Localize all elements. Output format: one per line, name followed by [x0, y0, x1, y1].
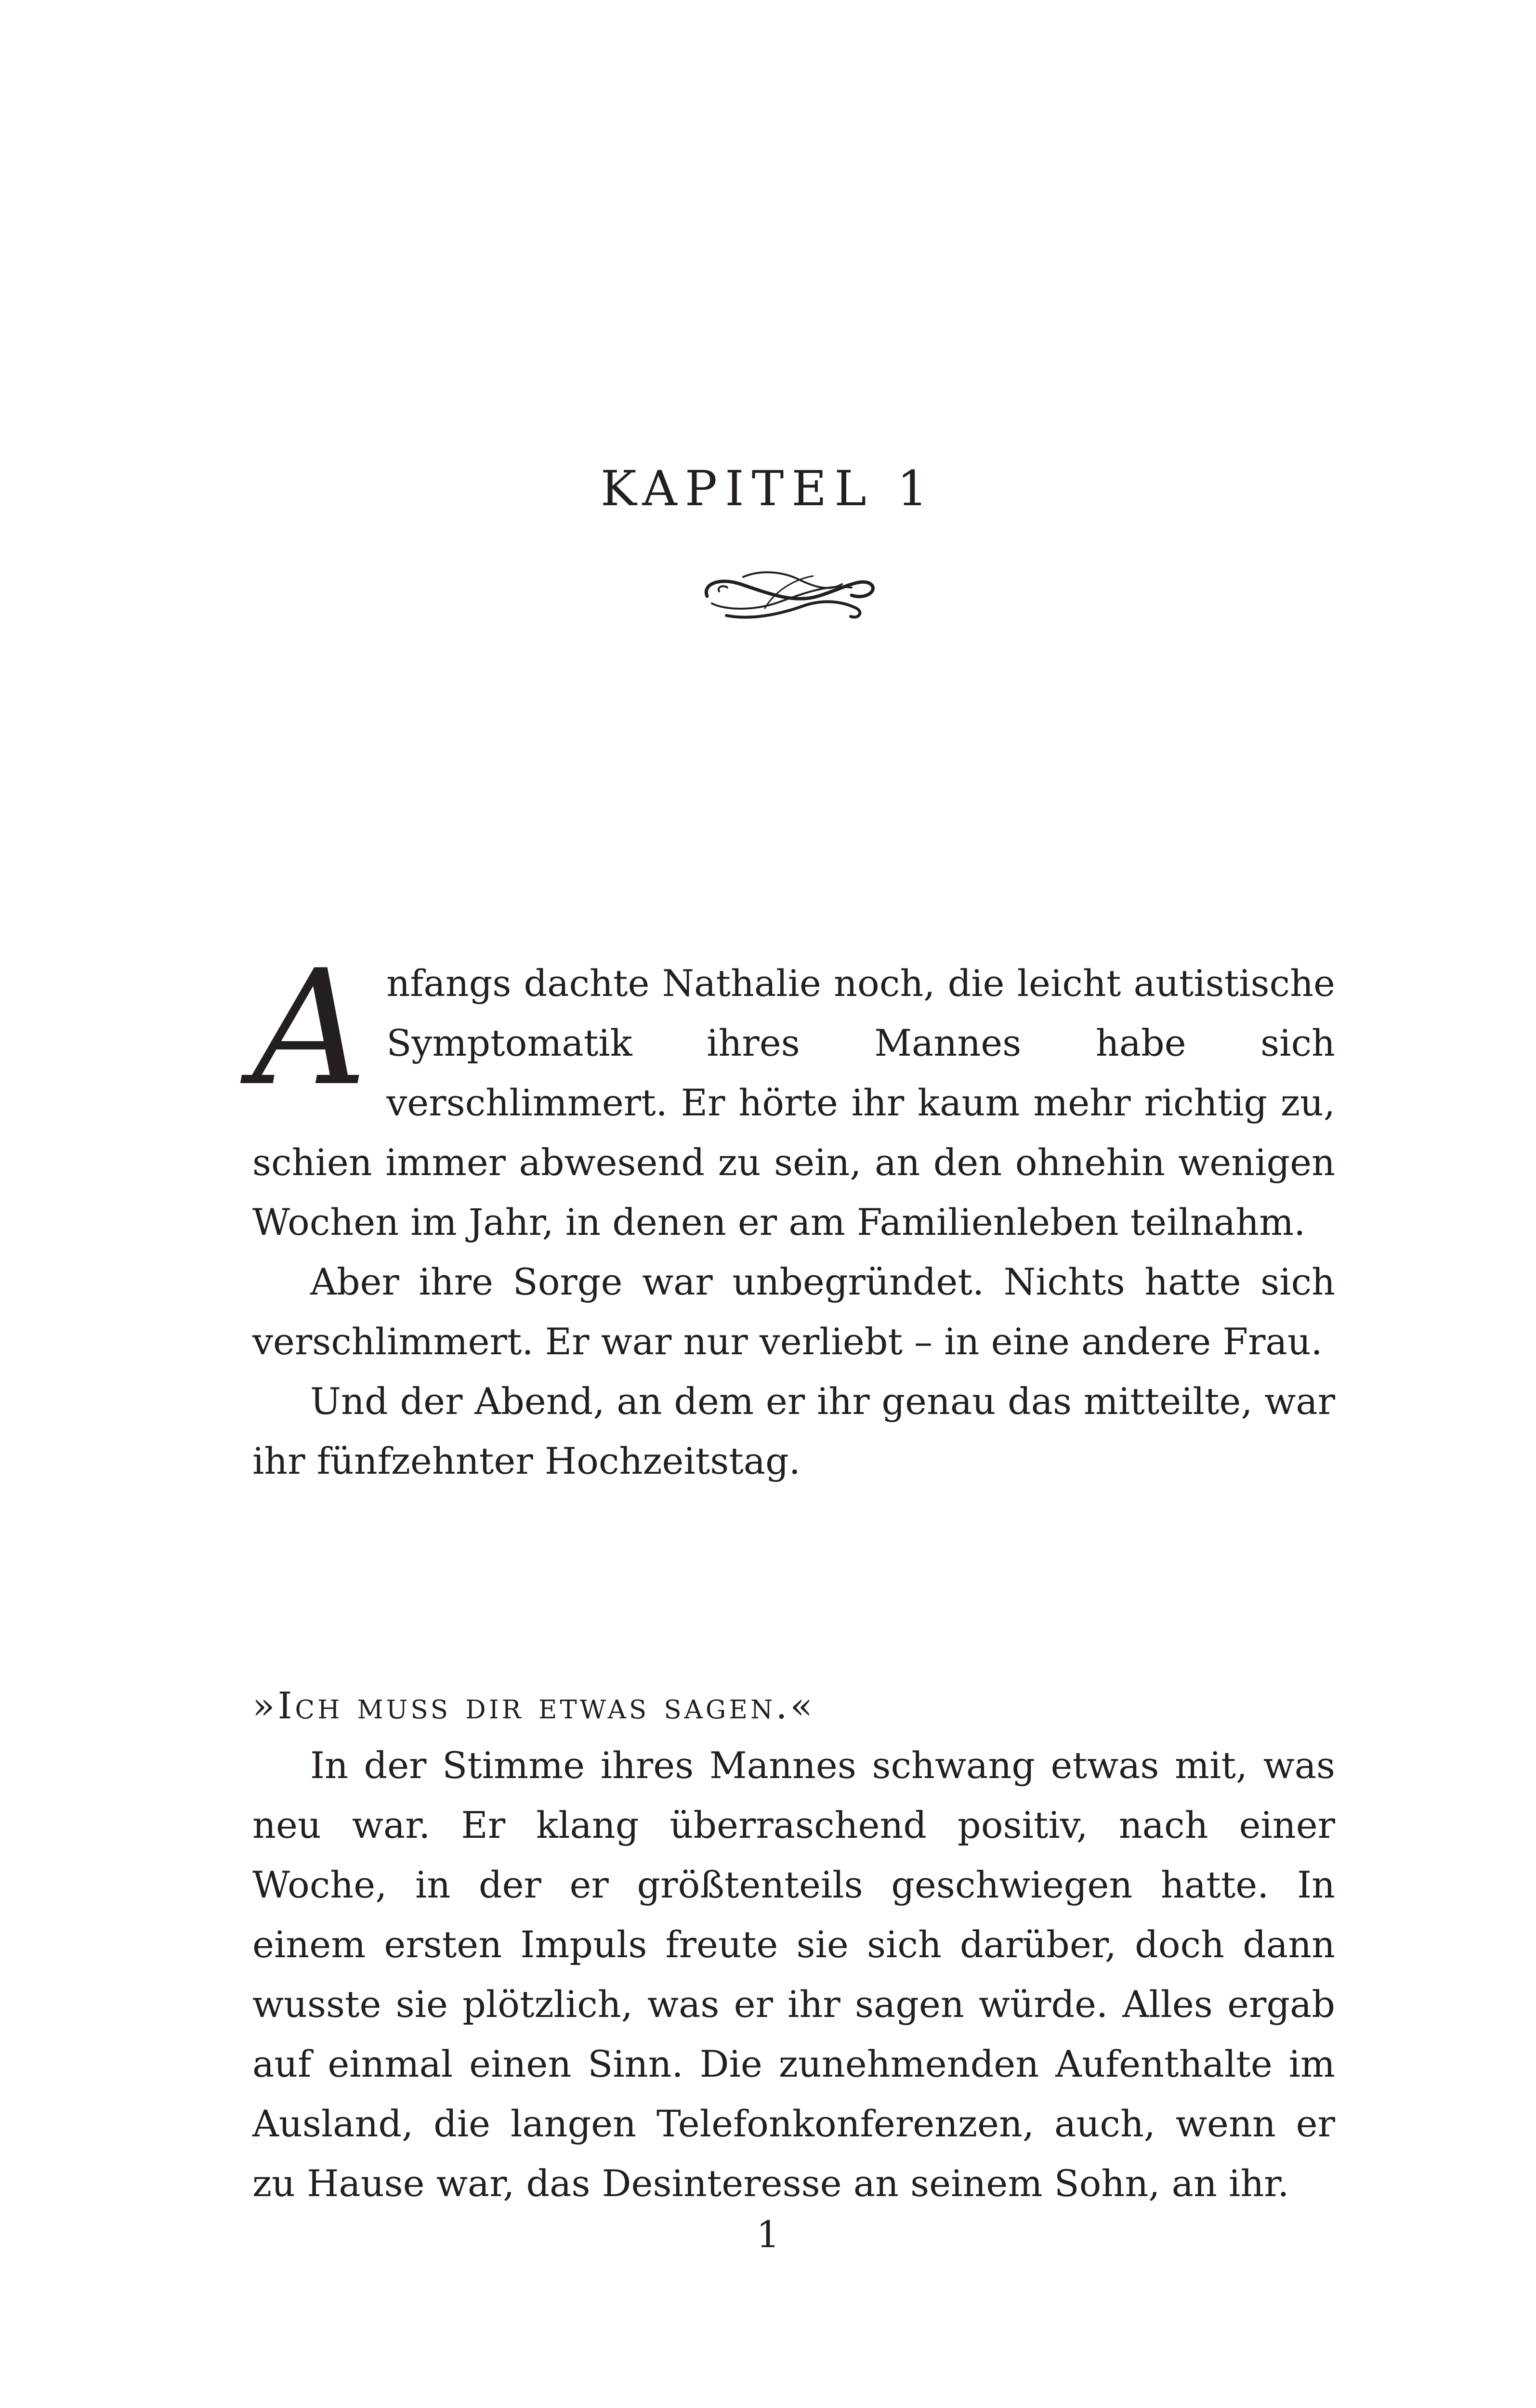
paragraph: Aber ihre Sorge war unbegründet. Nichts hatte sich verschlimmert. Er war nur verliebt – in eine andere Frau.	[252, 1260, 1335, 1363]
opening-paragraph-text: nfangs dachte Nathalie noch, die leicht autistische Symptomatik ihres Mannes habe sich verschlimmert. Er hörte ihr kaum mehr richtig zu, schien immer abwesend zu sein, an den ohnehin wenigen Wochen im Jahr, in denen er am Familienleben teilnahm.	[252, 962, 1335, 1243]
section-one	[252, 936, 1335, 1491]
drop-cap: A	[252, 936, 368, 1121]
paragraph: Und der Abend, an dem er ihr genau das mitteilte, war ihr fünfzehnter Hochzeitstag.	[252, 1380, 1335, 1482]
opening-paragraph	[252, 936, 1335, 1252]
paragraph: In der Stimme ihres Mannes schwang etwas mit, was neu war. Er klang überraschend positiv, nach einer Woche, in der er größtenteils geschwiegen hatte. In einem ersten Impuls freute sie sich darüber, doch dann wusste sie plötzlich, was er ihr sagen würde. Alles ergab auf einmal einen Sinn. Die zunehmenden Aufenthalte im Ausland, die langen Telefonkonferenzen, auch, wenn er zu Hause war, das Desinteresse an seinem Sohn, an ihr.	[252, 1744, 1335, 2205]
flourish-ornament-icon	[697, 558, 880, 628]
chapter-title: KAPITEL 1	[600, 460, 936, 517]
page-number: 1	[756, 2213, 780, 2256]
section-two	[252, 1676, 1335, 2213]
section-lead-quote: »Ich muss dir etwas sagen.«	[252, 1684, 815, 1727]
